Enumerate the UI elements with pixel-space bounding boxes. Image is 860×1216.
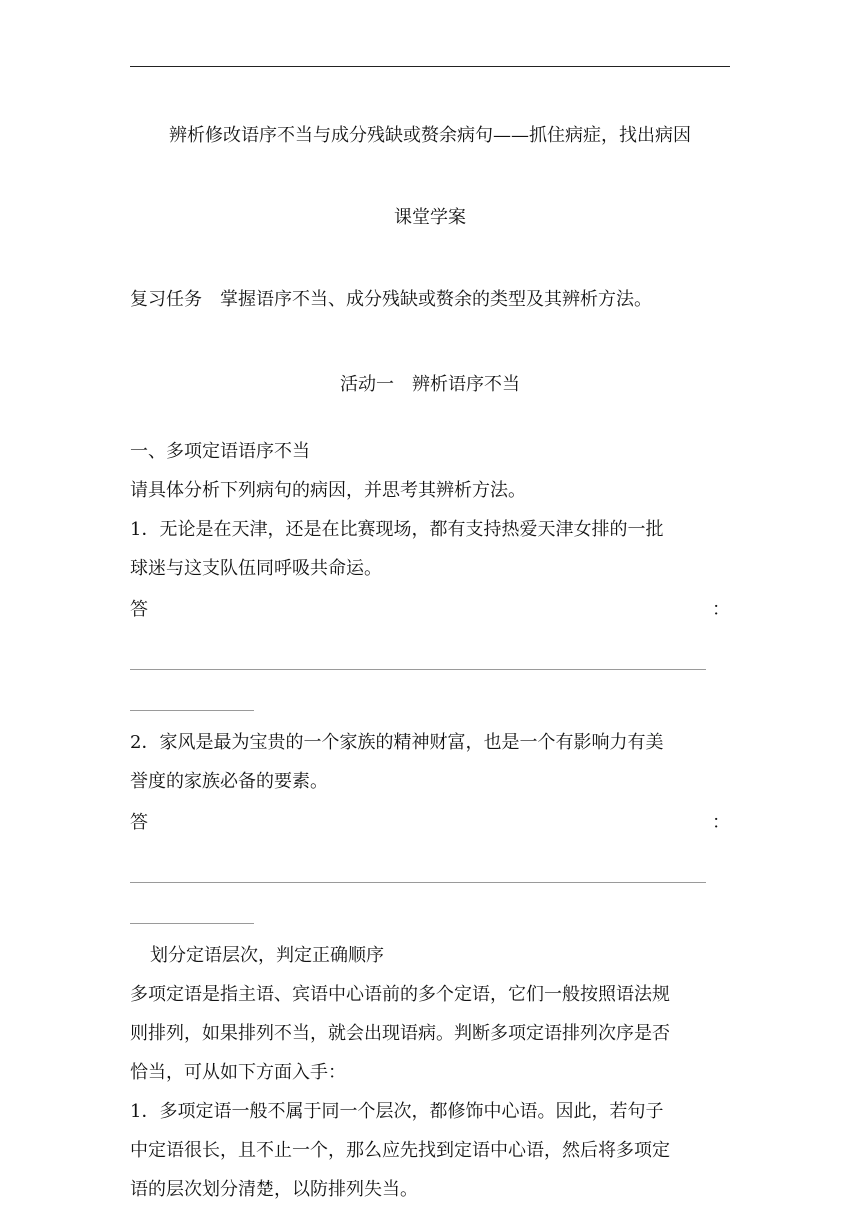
answer-label: 答 xyxy=(130,812,148,833)
document-title: 辨析修改语序不当与成分残缺或赘余病句——抓住病症，找出病因 xyxy=(169,125,691,146)
section-heading: 一、多项定语语序不当 xyxy=(130,441,310,462)
answer-colon: ： xyxy=(712,599,730,620)
paragraph-line: 则排列，如果排列不当，就会出现语病。判断多项定语排列次序是否 xyxy=(130,1023,670,1044)
point-line: 语的层次划分清楚，以防排列失当。 xyxy=(130,1179,418,1200)
instruction-text: 请具体分析下列病句的病因，并思考其辨析方法。 xyxy=(130,480,526,501)
answer-row-2 xyxy=(130,803,730,842)
paragraph-line: 恰当，可从如下方面入手： xyxy=(130,1062,346,1083)
question-2 xyxy=(130,723,730,936)
method-heading: 划分定语层次，判定正确顺序 xyxy=(150,945,384,966)
paragraph-line: 多项定语是指主语、宾语中心语前的多个定语，它们一般按照语法规 xyxy=(130,984,670,1005)
answer-blank-line[interactable] xyxy=(130,882,706,883)
answer-colon: ： xyxy=(712,812,730,833)
answer-row-1 xyxy=(130,590,730,629)
header-rule xyxy=(130,66,730,67)
point-line: 中定语很长，且不止一个，那么应先找到定语中心语，然后将多项定 xyxy=(130,1140,670,1161)
review-task: 复习任务 掌握语序不当、成分残缺或赘余的类型及其辨析方法。 xyxy=(130,289,652,310)
question-2-line-1: 2．家风是最为宝贵的一个家族的精神财富，也是一个有影响力有美 xyxy=(130,732,664,753)
document-body xyxy=(130,118,730,1209)
document-subtitle: 课堂学案 xyxy=(394,207,466,228)
answer-label: 答 xyxy=(130,599,148,620)
answer-blank-line[interactable] xyxy=(130,669,706,670)
question-1 xyxy=(130,510,730,723)
question-2-line-2: 誉度的家族必备的要素。 xyxy=(130,771,328,792)
activity-heading: 活动一 辨析语序不当 xyxy=(340,374,520,395)
question-1-line-2: 球迷与这支队伍同呼吸共命运。 xyxy=(130,558,382,579)
point-line: 1．多项定语一般不属于同一个层次，都修饰中心语。因此，若句子 xyxy=(130,1101,664,1122)
question-1-line-1: 1．无论是在天津，还是在比赛现场，都有支持热爱天津女排的一批 xyxy=(130,519,664,540)
